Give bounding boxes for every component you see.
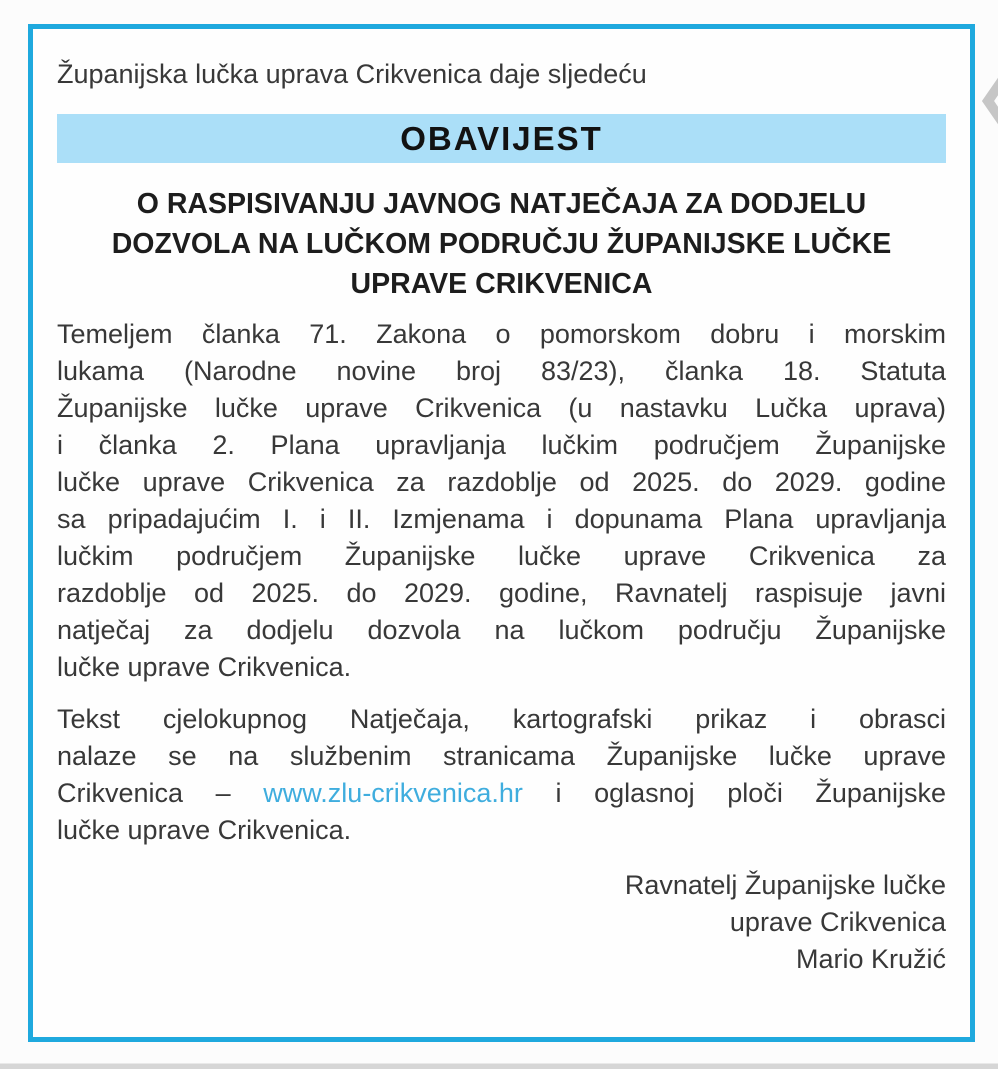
body-line: lukama (Narodne novine broj 83/23), članka 18. Statuta xyxy=(57,356,946,386)
signature-block xyxy=(57,867,946,978)
website-link[interactable]: www.zlu-crikvenica.hr xyxy=(263,778,523,808)
body-line: i članka 2. Plana upravljanja lučkim područjem Županijske xyxy=(57,430,946,460)
body-line-with-link xyxy=(57,775,946,812)
signature-line: uprave Crikvenica xyxy=(729,907,946,937)
body-line: sa pripadajućim I. i II. Izmjenama i dopunama Plana upravljanja xyxy=(57,504,946,534)
chevron-left-icon xyxy=(980,66,998,136)
intro-line: Županijska lučka uprava Crikvenica daje sljedeću xyxy=(57,59,647,89)
body-line: Županijske lučke uprave Crikvenica (u nastavku Lučka uprava) xyxy=(57,393,946,423)
banner-title: OBAVIJEST xyxy=(400,119,603,157)
body-line: natječaj za dodjelu dozvola na lučkom području Županijske xyxy=(57,615,946,645)
body-line: Tekst cjelokupnog Natječaja, kartografski prikaz i obrasci xyxy=(57,704,946,734)
body-line: lučke uprave Crikvenica. xyxy=(57,652,352,682)
notice-heading xyxy=(57,184,946,304)
heading-line: UPRAVE CRIKVENICA xyxy=(350,268,653,300)
body-line: lučkim područjem Županijske lučke uprave Crikvenica za xyxy=(57,541,946,571)
link-suffix-text: i oglasnoj ploči Županijske xyxy=(555,778,946,808)
notice-frame xyxy=(28,24,975,1042)
signature-line: Ravnatelj Županijske lučke xyxy=(624,870,946,900)
heading-line: O RASPISIVANJU JAVNOG NATJEČAJA ZA DODJELU xyxy=(136,188,867,220)
body-line: lučke uprave Crikvenica za razdoblje od 2025. do 2029. godine xyxy=(57,467,946,497)
body-line: lučke uprave Crikvenica. xyxy=(57,815,352,845)
body-paragraph-2 xyxy=(57,701,946,849)
link-prefix-text: Crikvenica – xyxy=(57,778,231,808)
body-line: Temeljem članka 71. Zakona o pomorskom dobru i morskim xyxy=(57,319,946,349)
bottom-bar xyxy=(0,1063,998,1069)
carousel-prev-button[interactable] xyxy=(980,66,998,136)
body-line: razdoblje od 2025. do 2029. godine, Ravnatelj raspisuje javni xyxy=(57,578,946,608)
notice-banner xyxy=(57,114,946,163)
body-line: nalaze se na službenim stranicama Županijske lučke uprave xyxy=(57,741,946,771)
body-paragraph-1 xyxy=(57,316,946,686)
heading-line: DOZVOLA NA LUČKOM PODRUČJU ŽUPANIJSKE LUČKE xyxy=(111,228,892,260)
signature-line: Mario Kružić xyxy=(795,944,946,974)
